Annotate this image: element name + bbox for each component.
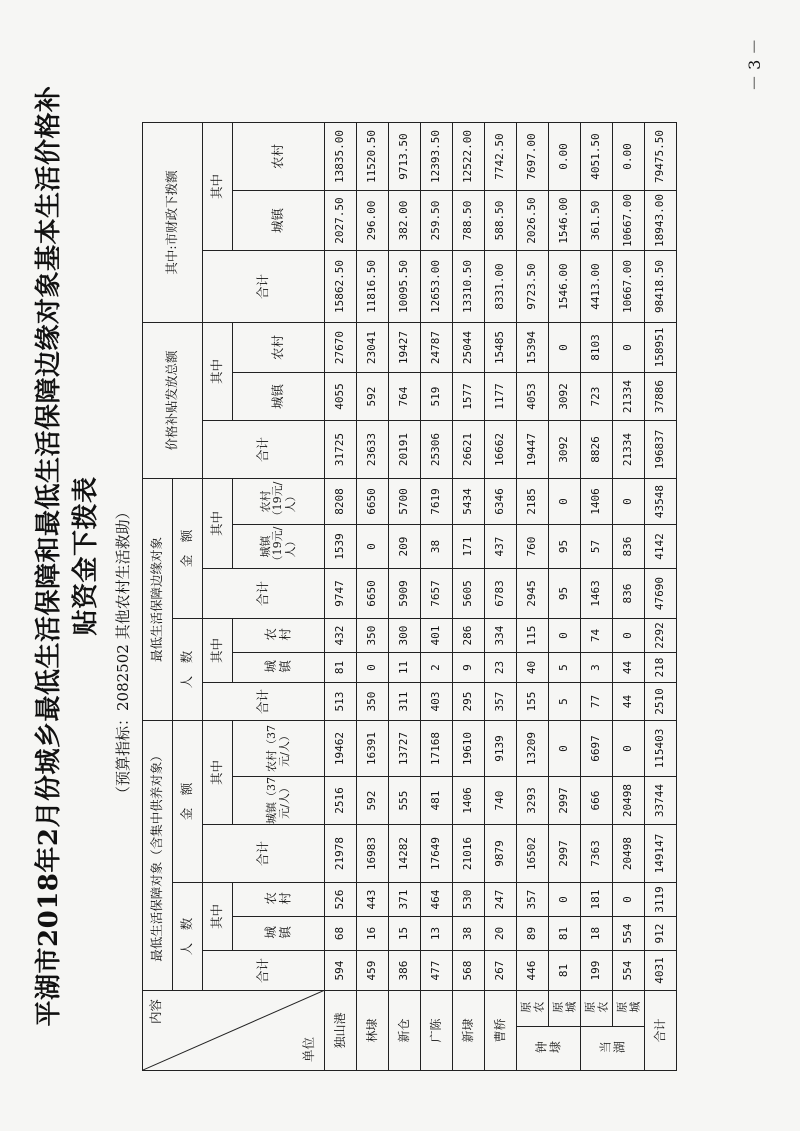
cell: 594 bbox=[325, 951, 357, 991]
cell: 6650 bbox=[357, 479, 389, 525]
cell: 554 bbox=[613, 951, 645, 991]
header-min-people-town: 城镇 bbox=[233, 917, 325, 951]
cell: 296.00 bbox=[357, 191, 389, 251]
header-edge-people-total: 合计 bbox=[203, 683, 325, 721]
row-unit: 广陈 bbox=[421, 991, 453, 1071]
cell: 5 bbox=[549, 653, 581, 683]
cell: 20498 bbox=[613, 825, 645, 883]
header-city-total: 合计 bbox=[203, 251, 325, 323]
cell: 2026.50 bbox=[517, 191, 549, 251]
cell: 836 bbox=[613, 525, 645, 569]
header-price-of-which: 其中 bbox=[203, 323, 233, 421]
row-group-danghu: 当湖 bbox=[581, 1027, 645, 1071]
cell: 21016 bbox=[453, 825, 485, 883]
row-subunit: 原城 bbox=[549, 991, 581, 1027]
cell: 1463 bbox=[581, 569, 613, 619]
cell: 247 bbox=[485, 883, 517, 917]
header-edge-people-town: 城镇 bbox=[233, 653, 325, 683]
cell: 16 bbox=[357, 917, 389, 951]
cell: 7697.00 bbox=[517, 123, 549, 191]
cell: 554 bbox=[613, 917, 645, 951]
row-unit: 曹桥 bbox=[485, 991, 517, 1071]
cell: 350 bbox=[357, 683, 389, 721]
cell: 74 bbox=[581, 619, 613, 653]
cell: 89 bbox=[517, 917, 549, 951]
cell: 2516 bbox=[325, 777, 357, 825]
cell: 17168 bbox=[421, 721, 453, 777]
table-row bbox=[389, 123, 421, 1071]
table-row bbox=[549, 123, 581, 1071]
cell: 912 bbox=[645, 917, 677, 951]
cell: 44 bbox=[613, 653, 645, 683]
cell: 21334 bbox=[613, 421, 645, 479]
cell: 1546.00 bbox=[549, 251, 581, 323]
cell: 0 bbox=[549, 619, 581, 653]
cell: 44 bbox=[613, 683, 645, 721]
cell: 740 bbox=[485, 777, 517, 825]
cell: 115403 bbox=[645, 721, 677, 777]
cell: 25044 bbox=[453, 323, 485, 373]
cell: 477 bbox=[421, 951, 453, 991]
cell: 2292 bbox=[645, 619, 677, 653]
cell: 300 bbox=[389, 619, 421, 653]
header-price-rural: 农村 bbox=[233, 323, 325, 373]
cell: 6650 bbox=[357, 569, 389, 619]
cell: 13727 bbox=[389, 721, 421, 777]
cell: 79475.50 bbox=[645, 123, 677, 191]
cell: 2185 bbox=[517, 479, 549, 525]
cell: 20498 bbox=[613, 777, 645, 825]
cell: 350 bbox=[357, 619, 389, 653]
header-min-people-of-which: 其中 bbox=[203, 883, 233, 951]
cell: 836 bbox=[613, 569, 645, 619]
document-title: 平湖市2018年2月份城乡最低生活保障和最低生活保障边缘对象基本生活价格补贴资金下拨表 bbox=[34, 85, 101, 1027]
header-city-allocation: 其中:市财政下拨额 bbox=[143, 123, 203, 323]
cell: 0 bbox=[357, 525, 389, 569]
cell: 666 bbox=[581, 777, 613, 825]
cell: 3 bbox=[581, 653, 613, 683]
cell: 10667.00 bbox=[613, 191, 645, 251]
cell: 5 bbox=[549, 683, 581, 721]
cell: 15394 bbox=[517, 323, 549, 373]
cell: 530 bbox=[453, 883, 485, 917]
cell: 2997 bbox=[549, 825, 581, 883]
row-unit: 独山港 bbox=[325, 991, 357, 1071]
cell: 16391 bbox=[357, 721, 389, 777]
cell: 9723.50 bbox=[517, 251, 549, 323]
cell: 10667.00 bbox=[613, 251, 645, 323]
table-row bbox=[517, 123, 549, 1071]
cell: 286 bbox=[453, 619, 485, 653]
cell: 1546.00 bbox=[549, 191, 581, 251]
header-content-label: 内容 bbox=[148, 999, 163, 1025]
cell: 24787 bbox=[421, 323, 453, 373]
cell: 0 bbox=[549, 479, 581, 525]
cell: 1539 bbox=[325, 525, 357, 569]
header-price-total: 合计 bbox=[203, 421, 325, 479]
page-number: － 3 － bbox=[745, 38, 764, 91]
header-min-people-rural: 农村 bbox=[233, 883, 325, 917]
cell: 38 bbox=[453, 917, 485, 951]
cell: 21978 bbox=[325, 825, 357, 883]
header-city-town: 城镇 bbox=[233, 191, 325, 251]
cell: 0 bbox=[613, 721, 645, 777]
cell: 95 bbox=[549, 525, 581, 569]
header-price-subsidy-total: 价格补贴发放总额 bbox=[143, 323, 203, 479]
cell: 9713.50 bbox=[389, 123, 421, 191]
header-price-town: 城镇 bbox=[233, 373, 325, 421]
cell: 68 bbox=[325, 917, 357, 951]
header-min-amount: 金 额 bbox=[173, 721, 203, 883]
cell: 13 bbox=[421, 917, 453, 951]
cell: 11520.50 bbox=[357, 123, 389, 191]
header-min-people-total: 合计 bbox=[203, 951, 325, 991]
cell: 5434 bbox=[453, 479, 485, 525]
table-row bbox=[357, 123, 389, 1071]
cell: 2945 bbox=[517, 569, 549, 619]
cell: 2027.50 bbox=[325, 191, 357, 251]
cell: 18943.00 bbox=[645, 191, 677, 251]
cell: 13835.00 bbox=[325, 123, 357, 191]
header-edge-people: 人 数 bbox=[173, 619, 203, 721]
cell: 357 bbox=[485, 683, 517, 721]
cell: 47690 bbox=[645, 569, 677, 619]
table-row bbox=[453, 123, 485, 1071]
header-edge-amount-rural: 农村（19元/人） bbox=[233, 479, 325, 525]
header-unit-content-cell bbox=[143, 991, 325, 1071]
cell: 19427 bbox=[389, 323, 421, 373]
cell: 6346 bbox=[485, 479, 517, 525]
cell: 1577 bbox=[453, 373, 485, 421]
cell: 77 bbox=[581, 683, 613, 721]
cell: 12522.00 bbox=[453, 123, 485, 191]
cell: 0 bbox=[549, 883, 581, 917]
cell: 196837 bbox=[645, 421, 677, 479]
cell: 9139 bbox=[485, 721, 517, 777]
row-subunit: 原城 bbox=[613, 991, 645, 1027]
cell: 764 bbox=[389, 373, 421, 421]
cell: 10095.50 bbox=[389, 251, 421, 323]
cell: 23 bbox=[485, 653, 517, 683]
cell: 20 bbox=[485, 917, 517, 951]
header-min-amount-rural: 农村（37元/人） bbox=[233, 721, 325, 777]
cell: 459 bbox=[357, 951, 389, 991]
cell: 2 bbox=[421, 653, 453, 683]
header-edge-people-rural: 农村 bbox=[233, 619, 325, 653]
cell: 8103 bbox=[581, 323, 613, 373]
cell: 8208 bbox=[325, 479, 357, 525]
cell: 81 bbox=[325, 653, 357, 683]
cell: 7657 bbox=[421, 569, 453, 619]
header-edge-amount-of-which: 其中 bbox=[203, 479, 233, 569]
table-row bbox=[421, 123, 453, 1071]
header-min-amount-total: 合计 bbox=[203, 825, 325, 883]
cell: 788.50 bbox=[453, 191, 485, 251]
cell: 27670 bbox=[325, 323, 357, 373]
cell: 0.00 bbox=[549, 123, 581, 191]
cell: 437 bbox=[485, 525, 517, 569]
cell: 95 bbox=[549, 569, 581, 619]
cell: 311 bbox=[389, 683, 421, 721]
cell: 7742.50 bbox=[485, 123, 517, 191]
cell: 3293 bbox=[517, 777, 549, 825]
cell: 8331.00 bbox=[485, 251, 517, 323]
cell: 1177 bbox=[485, 373, 517, 421]
cell: 19462 bbox=[325, 721, 357, 777]
cell: 37886 bbox=[645, 373, 677, 421]
cell: 199 bbox=[581, 951, 613, 991]
header-min-amount-town: 城镇（37元/人） bbox=[233, 777, 325, 825]
cell: 31725 bbox=[325, 421, 357, 479]
cell: 6783 bbox=[485, 569, 517, 619]
cell: 16983 bbox=[357, 825, 389, 883]
cell: 588.50 bbox=[485, 191, 517, 251]
cell: 357 bbox=[517, 883, 549, 917]
cell: 23041 bbox=[357, 323, 389, 373]
cell: 0 bbox=[613, 883, 645, 917]
cell: 526 bbox=[325, 883, 357, 917]
cell: 259.50 bbox=[421, 191, 453, 251]
cell: 14282 bbox=[389, 825, 421, 883]
cell: 25306 bbox=[421, 421, 453, 479]
cell: 11816.50 bbox=[357, 251, 389, 323]
cell: 13209 bbox=[517, 721, 549, 777]
cell: 7619 bbox=[421, 479, 453, 525]
cell: 0 bbox=[613, 619, 645, 653]
cell: 19447 bbox=[517, 421, 549, 479]
cell: 4053 bbox=[517, 373, 549, 421]
header-min-people: 人 数 bbox=[173, 883, 203, 991]
cell: 8826 bbox=[581, 421, 613, 479]
cell: 592 bbox=[357, 777, 389, 825]
row-unit: 新埭 bbox=[453, 991, 485, 1071]
budget-indicator-note: （预算指标：2082502 其他农村生活救助） bbox=[114, 504, 132, 801]
cell: 9879 bbox=[485, 825, 517, 883]
cell: 3092 bbox=[549, 421, 581, 479]
header-min-amount-of-which: 其中 bbox=[203, 721, 233, 825]
cell: 592 bbox=[357, 373, 389, 421]
cell: 295 bbox=[453, 683, 485, 721]
cell: 481 bbox=[421, 777, 453, 825]
header-city-rural: 农村 bbox=[233, 123, 325, 191]
table-row bbox=[613, 123, 645, 1071]
cell: 3119 bbox=[645, 883, 677, 917]
cell: 361.50 bbox=[581, 191, 613, 251]
cell: 12393.50 bbox=[421, 123, 453, 191]
cell: 115 bbox=[517, 619, 549, 653]
header-min-living: 最低生活保障对象（含集中供养对象） bbox=[143, 721, 173, 991]
cell: 0 bbox=[613, 323, 645, 373]
cell: 760 bbox=[517, 525, 549, 569]
cell: 4055 bbox=[325, 373, 357, 421]
cell: 149147 bbox=[645, 825, 677, 883]
cell: 9 bbox=[453, 653, 485, 683]
cell: 334 bbox=[485, 619, 517, 653]
table-row bbox=[581, 123, 613, 1071]
cell: 15485 bbox=[485, 323, 517, 373]
diagonal-divider bbox=[143, 991, 325, 1071]
cell: 519 bbox=[421, 373, 453, 421]
cell: 12653.00 bbox=[421, 251, 453, 323]
cell: 555 bbox=[389, 777, 421, 825]
table-total-row bbox=[645, 123, 677, 1071]
table-row bbox=[325, 123, 357, 1071]
cell: 98418.50 bbox=[645, 251, 677, 323]
header-unit-label: 单位 bbox=[300, 1036, 316, 1062]
row-unit: 新仓 bbox=[389, 991, 421, 1071]
row-unit-total: 合计 bbox=[645, 991, 677, 1071]
cell: 18 bbox=[581, 917, 613, 951]
cell: 0 bbox=[549, 721, 581, 777]
cell: 443 bbox=[357, 883, 389, 917]
cell: 21334 bbox=[613, 373, 645, 421]
cell: 371 bbox=[389, 883, 421, 917]
cell: 2510 bbox=[645, 683, 677, 721]
cell: 23633 bbox=[357, 421, 389, 479]
cell: 218 bbox=[645, 653, 677, 683]
cell: 6697 bbox=[581, 721, 613, 777]
cell: 16662 bbox=[485, 421, 517, 479]
cell: 382.00 bbox=[389, 191, 421, 251]
cell: 4031 bbox=[645, 951, 677, 991]
cell: 513 bbox=[325, 683, 357, 721]
cell: 15862.50 bbox=[325, 251, 357, 323]
cell: 38 bbox=[421, 525, 453, 569]
cell: 401 bbox=[421, 619, 453, 653]
cell: 7363 bbox=[581, 825, 613, 883]
cell: 57 bbox=[581, 525, 613, 569]
cell: 0 bbox=[613, 479, 645, 525]
cell: 723 bbox=[581, 373, 613, 421]
cell: 40 bbox=[517, 653, 549, 683]
cell: 446 bbox=[517, 951, 549, 991]
cell: 43548 bbox=[645, 479, 677, 525]
row-subunit: 原农 bbox=[517, 991, 549, 1027]
cell: 4051.50 bbox=[581, 123, 613, 191]
cell: 181 bbox=[581, 883, 613, 917]
cell: 13310.50 bbox=[453, 251, 485, 323]
cell: 267 bbox=[485, 951, 517, 991]
header-edge-living: 最低生活保障边缘对象 bbox=[143, 479, 173, 721]
row-group-zhongdai: 钟埭 bbox=[517, 1027, 581, 1071]
cell: 432 bbox=[325, 619, 357, 653]
cell: 3092 bbox=[549, 373, 581, 421]
cell: 5909 bbox=[389, 569, 421, 619]
cell: 5700 bbox=[389, 479, 421, 525]
cell: 9747 bbox=[325, 569, 357, 619]
cell: 17649 bbox=[421, 825, 453, 883]
cell: 2997 bbox=[549, 777, 581, 825]
cell: 20191 bbox=[389, 421, 421, 479]
cell: 0 bbox=[549, 323, 581, 373]
cell: 0.00 bbox=[613, 123, 645, 191]
cell: 0 bbox=[357, 653, 389, 683]
cell: 155 bbox=[517, 683, 549, 721]
row-unit: 林埭 bbox=[357, 991, 389, 1071]
cell: 81 bbox=[549, 917, 581, 951]
cell: 386 bbox=[389, 951, 421, 991]
cell: 81 bbox=[549, 951, 581, 991]
cell: 26621 bbox=[453, 421, 485, 479]
cell: 19610 bbox=[453, 721, 485, 777]
cell: 4413.00 bbox=[581, 251, 613, 323]
cell: 5605 bbox=[453, 569, 485, 619]
cell: 4142 bbox=[645, 525, 677, 569]
cell: 33744 bbox=[645, 777, 677, 825]
cell: 11 bbox=[389, 653, 421, 683]
header-edge-amount-town: 城镇（19元/人） bbox=[233, 525, 325, 569]
table-row bbox=[485, 123, 517, 1071]
cell: 1406 bbox=[581, 479, 613, 525]
cell: 1406 bbox=[453, 777, 485, 825]
header-city-of-which: 其中 bbox=[203, 123, 233, 251]
header-edge-amount-total: 合计 bbox=[203, 569, 325, 619]
cell: 403 bbox=[421, 683, 453, 721]
cell: 158951 bbox=[645, 323, 677, 373]
cell: 171 bbox=[453, 525, 485, 569]
cell: 209 bbox=[389, 525, 421, 569]
row-subunit: 原农 bbox=[581, 991, 613, 1027]
header-edge-people-of-which: 其中 bbox=[203, 619, 233, 683]
cell: 568 bbox=[453, 951, 485, 991]
cell: 464 bbox=[421, 883, 453, 917]
cell: 15 bbox=[389, 917, 421, 951]
subsidy-allocation-table bbox=[142, 122, 677, 1071]
cell: 16502 bbox=[517, 825, 549, 883]
header-edge-amount: 金 额 bbox=[173, 479, 203, 619]
